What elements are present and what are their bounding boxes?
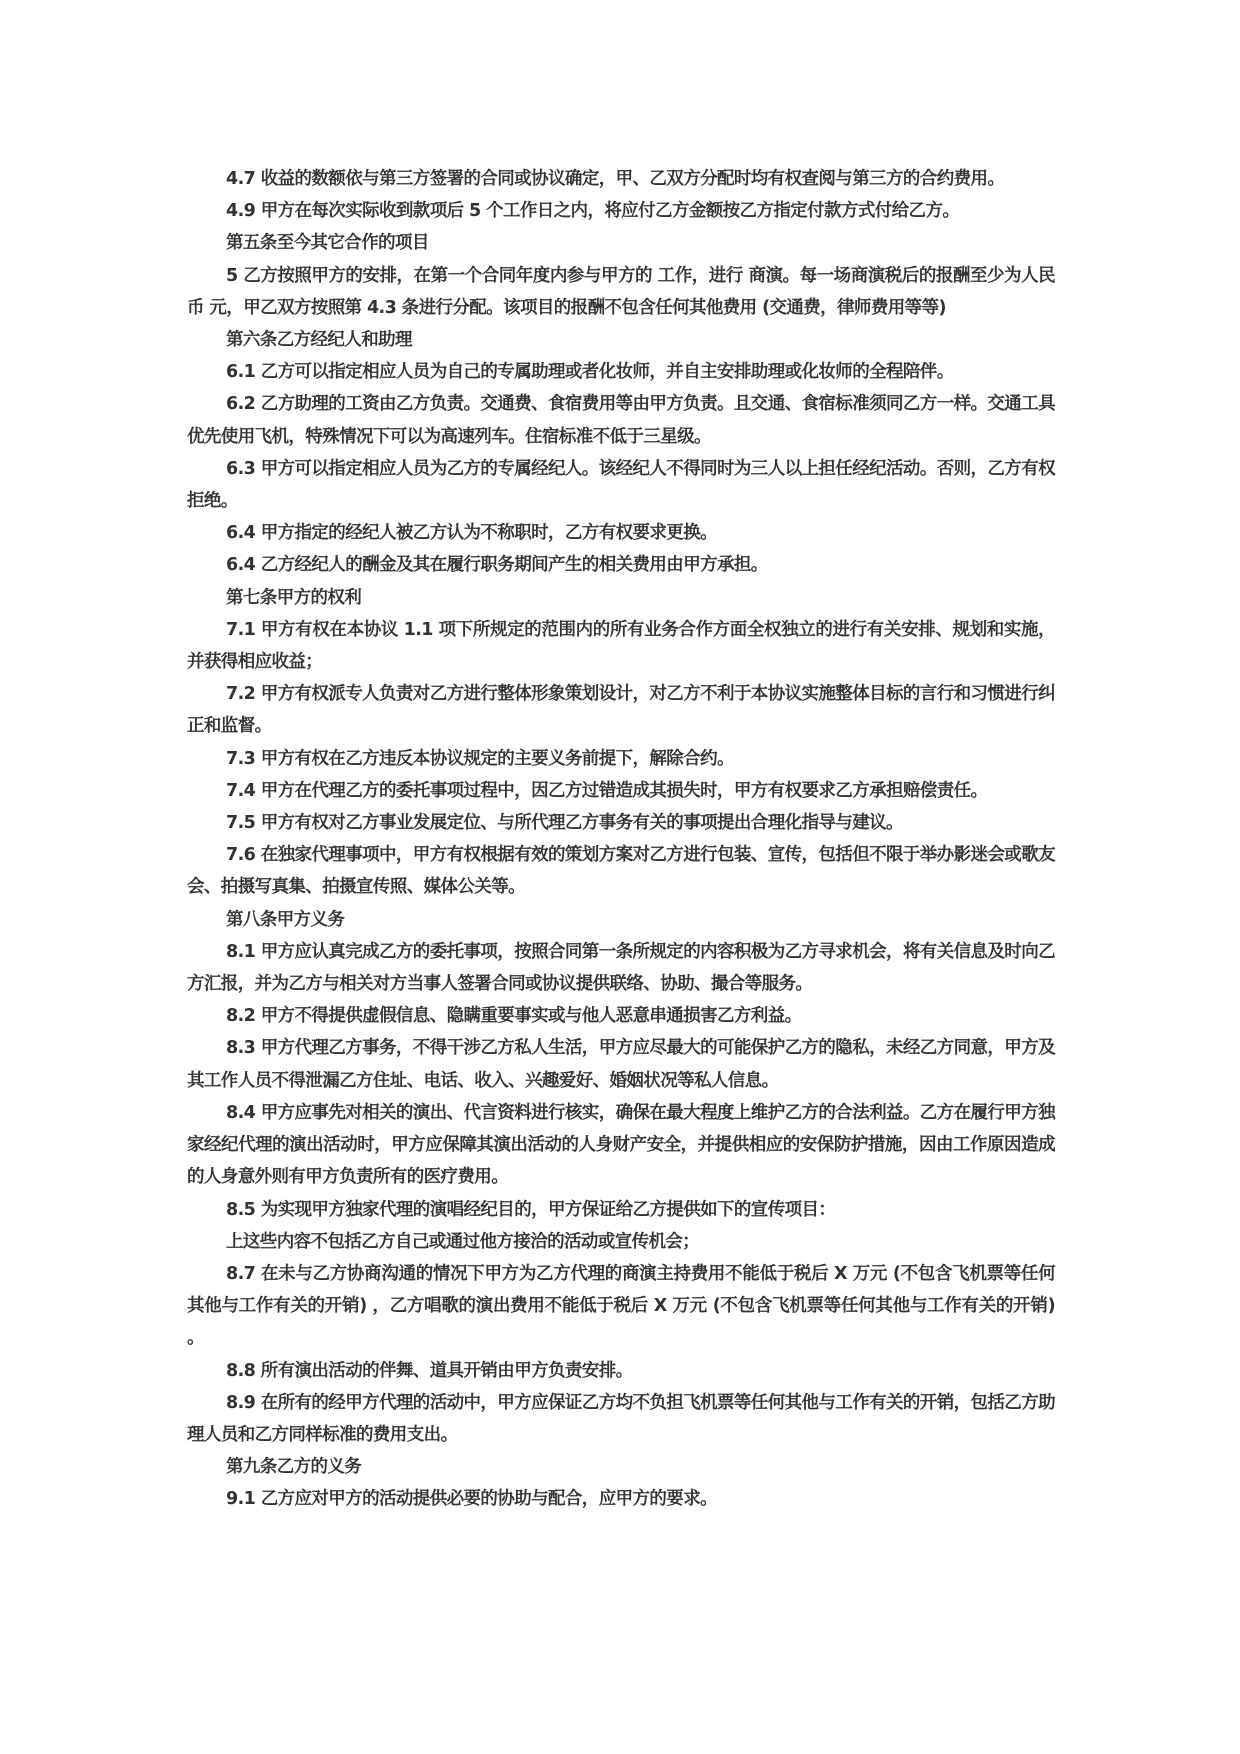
section-heading-5: 第五条至今其它合作的项目 (226, 233, 429, 254)
section-heading-6: 第六条乙方经纪人和助理 (226, 330, 412, 351)
clause-6-4b: 6.4 乙方经纪人的酬金及其在履行职务期间产生的相关费用由甲方承担。 (226, 555, 768, 576)
clause-8-4: 8.4 甲方应事先对相关的演出、代言资料进行核实，确保在最大程度上维护乙方的合法利益。乙方在履行甲方独家经纪代理的演出活动时，甲方应保障其演出活动的人身财产安全，并提供相应的安保防护措施，因由工作原因造成的人身意外则有甲方负责所有的医疗费用。 (187, 1102, 1055, 1188)
clause-4-9: 4.9 甲方在每次实际收到款项后 5 个工作日之内，将应付乙方金额按乙方指定付款方式付给乙方。 (226, 201, 960, 222)
clause-8-9: 8.9 在所有的经甲方代理的活动中，甲方应保证乙方均不负担飞机票等任何其他与工作有关的开销，包括乙方助理人员和乙方同样标准的费用支出。 (187, 1392, 1055, 1445)
clause-8-3: 8.3 甲方代理乙方事务，不得干涉乙方私人生活，甲方应尽最大的可能保护乙方的隐私，未经乙方同意，甲方及其工作人员不得泄漏乙方住址、电话、收入、兴趣爱好、婚姻状况等私人信息。 (187, 1038, 1055, 1091)
clause-6-3: 6.3 甲方可以指定相应人员为乙方的专属经纪人。该经纪人不得同时为三人以上担任经纪活动。否则，乙方有权拒绝。 (187, 458, 1055, 512)
clause-7-3: 7.3 甲方有权在乙方违反本协议规定的主要义务前提下，解除合约。 (226, 748, 734, 769)
section-heading-8: 第八条甲方义务 (226, 909, 345, 930)
clause-7-2: 7.2 甲方有权派专人负责对乙方进行整体形象策划设计，对乙方不利于本协议实施整体目标的言行和习惯进行纠正和监督。 (187, 684, 1055, 737)
clause-7-1: 7.1 甲方有权在本协议 1.1 项下所规定的范围内的所有业务合作方面全权独立的进行有关安排、规划和实施，并获得相应收益； (187, 619, 1055, 673)
clause-7-5: 7.5 甲方有权对乙方事业发展定位、与所代理乙方事务有关的事项提出合理化指导与建议。 (226, 813, 903, 834)
section-heading-9: 第九条乙方的义务 (226, 1457, 362, 1478)
clause-8-1: 8.1 甲方应认真完成乙方的委托事项，按照合同第一条所规定的内容积极为乙方寻求机会，将有关信息及时向乙方汇报，并为乙方与相关对方当事人签署合同或协议提供联络、协助、撮合等服务。 (187, 941, 1055, 995)
section-heading-7: 第七条甲方的权利 (226, 587, 362, 608)
clause-8-8: 8.8 所有演出活动的伴舞、道具开销由甲方负责安排。 (226, 1360, 633, 1381)
clause-7-6: 7.6 在独家代理事项中，甲方有权根据有效的策划方案对乙方进行包装、宣传，包括但不限于举办影迷会或歌友会、拍摄写真集、拍摄宣传照、媒体公关等。 (187, 845, 1055, 898)
clause-9-1: 9.1 乙方应对甲方的活动提供必要的协助与配合，应甲方的要求。 (226, 1489, 717, 1510)
clause-4-7: 4.7 收益的数额依与第三方签署的合同或协议确定，甲、乙双方分配时均有权查阅与第三方的合约费用。 (226, 169, 1005, 189)
clause-6-2: 6.2 乙方助理的工资由乙方负责。交通费、食宿费用等由甲方负责。且交通、食宿标准须同乙方一样。交通工具优先使用飞机，特殊情况下可以为高速列车。住宿标准不低于三星级。 (187, 394, 1055, 447)
clause-8-5: 8.5 为实现甲方独家代理的演唱经纪目的，甲方保证给乙方提供如下的宣传项目： (226, 1199, 836, 1220)
clause-5: 5 乙方按照甲方的安排，在第一个合同年度内参与甲方的 工作，进行 商演。每一场商演税后的报酬至少为人民币 元，甲乙双方按照第 4.3 条进行分配。该项目的报酬不包含任何其他费用 (交通费，律师费用等等) (187, 265, 1055, 318)
document-page (187, 163, 1055, 1516)
clause-8-5-note: 上这些内容不包括乙方自己或通过他方接洽的活动或宣传机会； (226, 1231, 700, 1252)
clause-8-2: 8.2 甲方不得提供虚假信息、隐瞒重要事实或与他人恶意串通损害乙方利益。 (226, 1006, 802, 1027)
clause-6-1: 6.1 乙方可以指定相应人员为自己的专属助理或者化妆师，并自主安排助理或化妆师的全程陪伴。 (226, 362, 954, 383)
clause-6-4a: 6.4 甲方指定的经纪人被乙方认为不称职时，乙方有权要求更换。 (226, 523, 717, 544)
clause-8-7: 8.7 在未与乙方协商沟通的情况下甲方为乙方代理的商演主持费用不能低于税后 X 万元 (不包含飞机票等任何其他与工作有关的开销) ，乙方唱歌的演出费用不能低于税后 X 万元 (不包含飞机票等任何其他与工作有关的开销) 。 (187, 1263, 1055, 1349)
clause-7-4: 7.4 甲方在代理乙方的委托事项过程中，因乙方过错造成其损失时，甲方有权要求乙方承担赔偿责任。 (226, 780, 988, 801)
